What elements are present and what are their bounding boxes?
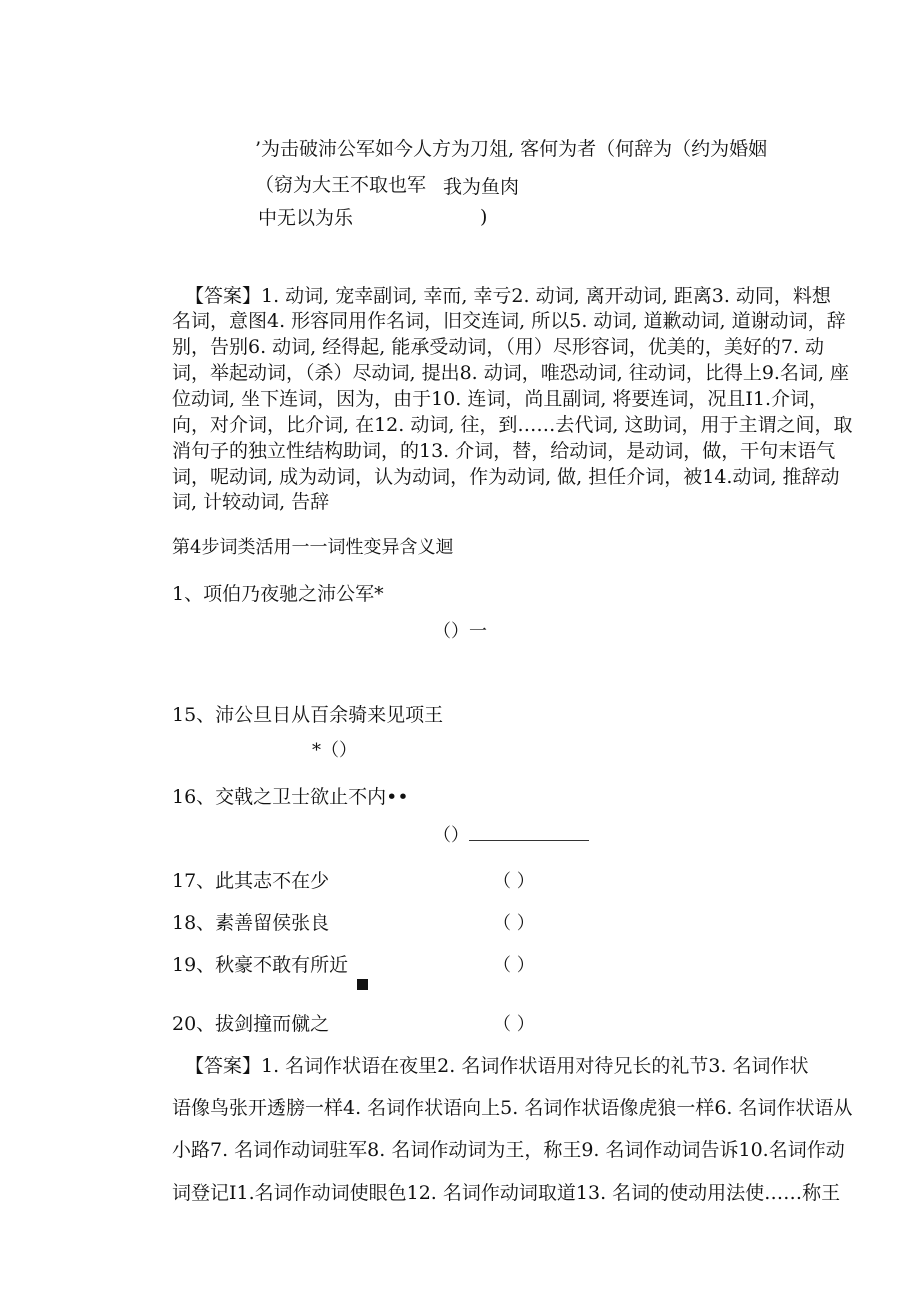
question-item: 17、此其志不在少 [172,870,330,892]
square-mark [357,979,368,990]
fragment-line-2b: 我为鱼肉 [443,176,520,198]
answer2-line: 【答案】1. 名词作状语在夜里2. 名词作状语用对待兄长的礼节3. 名词作状 [185,1055,809,1077]
answer-paren: *（） [312,740,357,761]
answer1-line: 名词，意图4. 形容同用作名词，旧交连词, 所以5. 动词, 道歉动词, 道谢动词，辞 [172,310,846,332]
answer1-line: 位动词, 坐下连词，因为，由于10. 连词，尚且副词, 将要连词，况且I1.介词， [172,388,829,410]
fragment-line-1: ’为击破沛公军如今人方为刀俎, 客何为者（何辞为（约为婚姻 [255,138,768,160]
answer1-line: 词，举起动词，（杀）尽动词, 提出8. 动词，唯恐动词, 往动词，比得上9.名词, 座 [172,362,850,384]
answer-paren: （ ） [493,1014,535,1035]
question-item: 19、秋豪不敢有所近 [172,954,349,976]
question-item: 15、沛公旦日从百余骑来见项王 [172,704,444,726]
fragment-line-3b: ) [480,206,488,228]
answer-paren: （ ） [493,955,535,976]
answer1-line: 向，对介词，比介词, 在12. 动词, 往，到……去代词, 这助词，用于主谓之间，取 [172,414,853,436]
question-item: 18、素善留侯张良 [172,912,330,934]
fragment-line-3a: 中无以为乐 [258,207,354,229]
answer-paren: （）一 [433,621,487,642]
answer2-line: 小路7. 名词作动词驻军8. 名词作动词为王，称王9. 名词作动词告诉10.名词作动 [172,1139,845,1161]
answer-paren: （ ） [493,913,535,934]
answer1-line: 消句子的独立性结构助词，的13. 介词，替，给动词，是动词，做，干句末语气 [172,440,836,462]
answer1-line: 【答案】1. 动词, 宠幸副词, 幸而, 幸亏2. 动词, 离开动词, 距离3. 动同，料想 [185,285,831,307]
answer1-line: 别，告别6. 动词, 经得起, 能承受动词，（用）尽形容词，优美的，美好的7. 动 [172,336,824,358]
question-item: 1、项伯乃夜驰之沛公军* [172,583,384,605]
fragment-line-2a: （窃为大王不取也军 [255,174,427,196]
answer-blank-line [469,840,589,841]
question-item: 20、拔剑撞而僦之 [172,1013,330,1035]
answer-paren: （ ） [493,871,535,892]
question-item: 16、交戟之卫士欲止不内•• [172,786,409,808]
answer1-line: 词, 计较动词, 告辞 [172,491,330,513]
answer2-line: 词登记I1.名词作动词使眼色12. 名词作动词取道13. 名词的使动用法使……称王 [172,1182,841,1204]
answer2-line: 语像鸟张开透膀一样4. 名词作状语向上5. 名词作状语像虎狼一样6. 名词作状语从 [172,1097,853,1119]
section-title: 第4步词类活用一一词性变异含义迴 [172,537,454,558]
answer-paren: （） [433,825,469,846]
answer1-line: 词，呢动词, 成为动词，认为动词，作为动词, 做, 担任介词，被14.动词, 推辞动 [172,466,840,488]
